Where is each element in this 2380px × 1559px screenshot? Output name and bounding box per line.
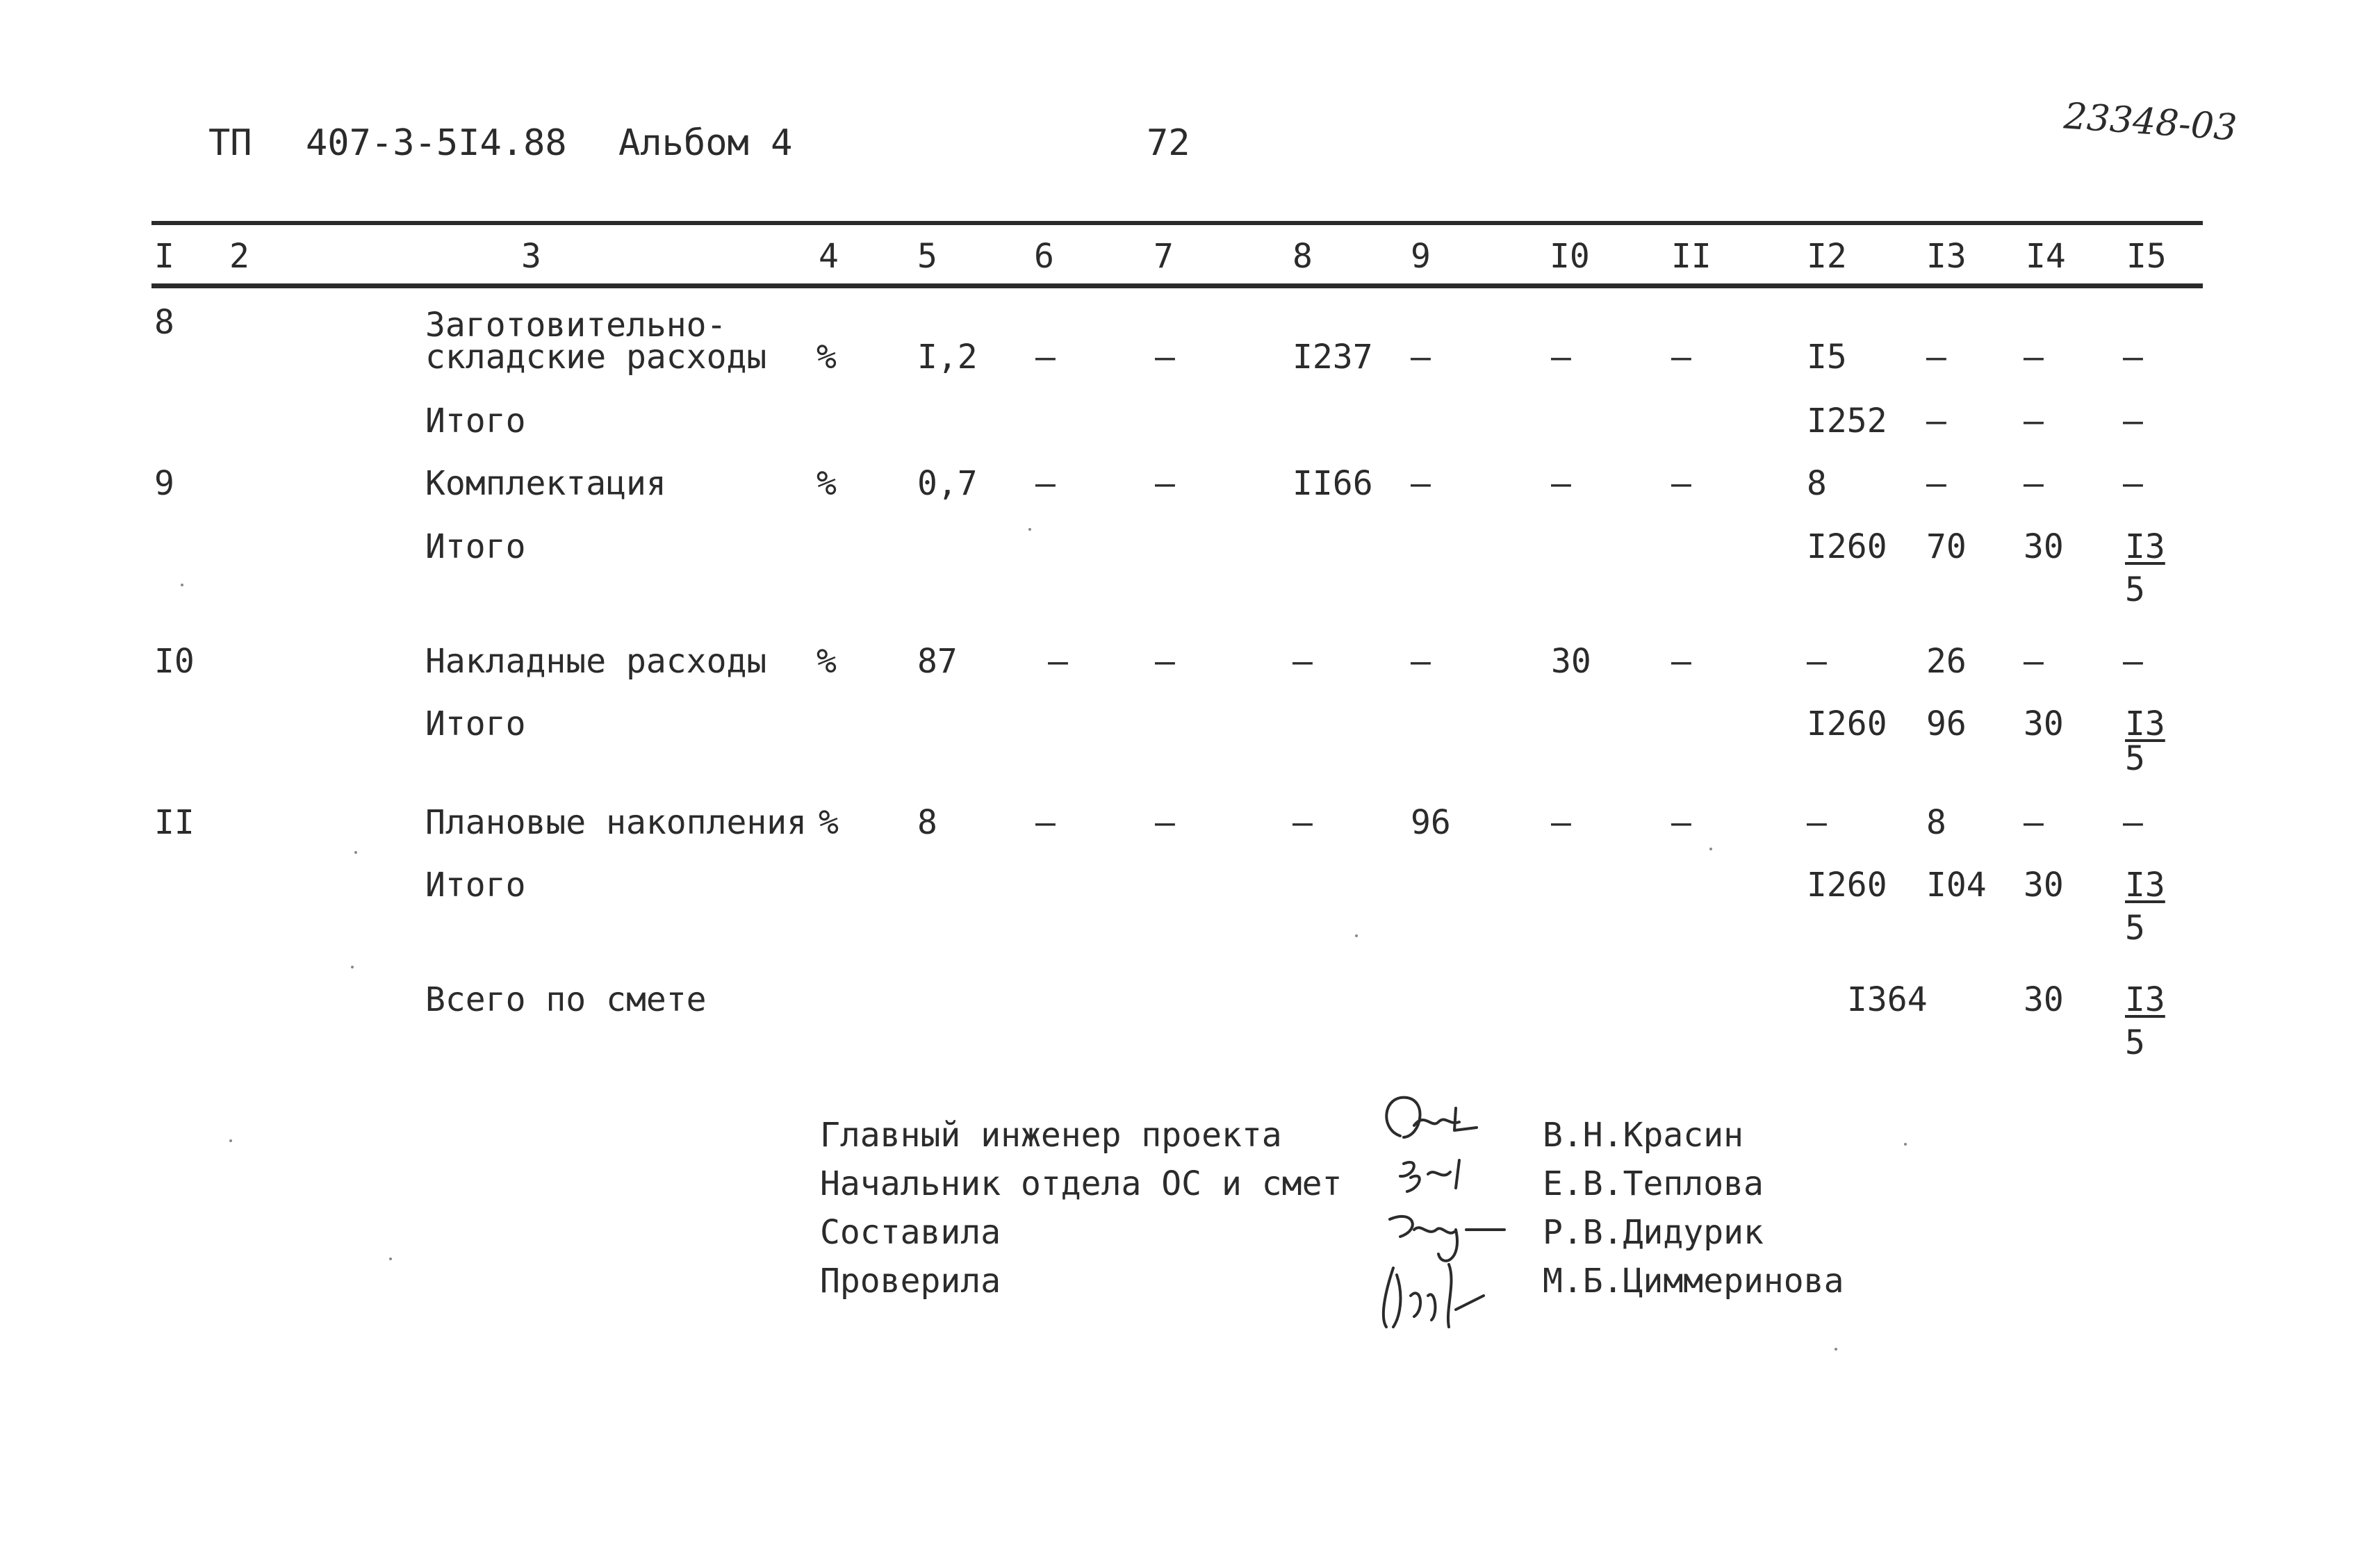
inventory-stamp: 23348-03 <box>2062 95 2238 149</box>
row-name: складские расходы <box>425 338 767 377</box>
row-name: Всего по смете <box>425 980 707 1019</box>
unit-cell: % <box>819 803 839 842</box>
fraction-numerator: I3 <box>2125 866 2165 905</box>
cell: I260 <box>1807 866 1887 905</box>
cell: I5 <box>1807 338 1847 377</box>
cell: – <box>2123 642 2143 681</box>
cell: I237 <box>1292 338 1373 377</box>
cell: – <box>2024 464 2044 503</box>
cell: – <box>2123 338 2143 377</box>
column-header: 2 <box>229 237 249 276</box>
row-number: 8 <box>154 303 174 342</box>
cell: – <box>1155 338 1175 377</box>
column-header: 6 <box>1034 237 1054 276</box>
album-label: Альбом 4 <box>618 122 793 164</box>
row-name: Комплектация <box>425 464 666 503</box>
fraction-numerator: I3 <box>2125 980 2165 1019</box>
row-name: Накладные расходы <box>425 642 767 681</box>
scan-speck <box>229 1139 232 1142</box>
signer-role: Составила <box>820 1213 1001 1252</box>
unit-cell: % <box>816 642 837 681</box>
signer-role: Начальник отдела ОС и смет <box>820 1164 1343 1203</box>
cell: – <box>1048 642 1068 681</box>
cell: 0,7 <box>917 464 978 503</box>
document-code: 407-3-5I4.88 <box>306 122 567 164</box>
cell: – <box>1671 464 1691 503</box>
cell: I364 <box>1847 980 1928 1019</box>
cell: – <box>1411 338 1431 377</box>
cell: – <box>1551 464 1571 503</box>
column-header: 9 <box>1411 237 1431 276</box>
cell: 96 <box>1926 704 1967 743</box>
cell: – <box>2024 642 2044 681</box>
signer-name: Е.В.Теплова <box>1543 1164 1764 1203</box>
cell: 8 <box>1807 464 1827 503</box>
scan-speck <box>181 584 183 586</box>
cell: – <box>1411 642 1431 681</box>
cell: – <box>1671 642 1691 681</box>
fraction-denominator: 5 <box>2125 570 2145 609</box>
row-name: Заготовительно- <box>425 306 727 345</box>
cell: – <box>1926 464 1946 503</box>
cell: I260 <box>1807 704 1887 743</box>
cell: I260 <box>1807 527 1887 566</box>
scan-speck <box>1355 934 1358 937</box>
fraction-numerator: I3 <box>2125 527 2165 566</box>
cell: – <box>1926 402 1946 440</box>
cell: – <box>1807 803 1827 842</box>
row-number: II <box>154 803 195 842</box>
cell: 30 <box>1551 642 1591 681</box>
column-header: I3 <box>1926 237 1967 276</box>
row-name: Плановые накопления <box>425 803 807 842</box>
fraction-denominator: 5 <box>2125 909 2145 948</box>
column-header: 4 <box>819 237 839 276</box>
column-header: I4 <box>2026 237 2066 276</box>
cell: – <box>1292 803 1313 842</box>
cell: – <box>2123 803 2143 842</box>
cell: 8 <box>917 803 937 842</box>
scan-speck <box>1709 848 1712 850</box>
cell: – <box>1155 803 1175 842</box>
row-name: Итого <box>425 866 526 905</box>
table-top-rule <box>151 221 2203 225</box>
cell: I,2 <box>917 338 978 377</box>
cell: – <box>1671 338 1691 377</box>
column-header: I0 <box>1550 237 1590 276</box>
column-header: 5 <box>917 237 937 276</box>
cell: – <box>1926 338 1946 377</box>
cell: 87 <box>917 642 958 681</box>
cell: 30 <box>2024 866 2064 905</box>
column-header: I <box>154 237 174 276</box>
scan-speck <box>351 966 354 968</box>
column-header: 8 <box>1292 237 1313 276</box>
fraction-denominator: 5 <box>2125 1023 2145 1062</box>
cell: 30 <box>2024 527 2064 566</box>
fraction-cell <box>2125 527 2165 609</box>
cell: – <box>1551 803 1571 842</box>
scan-speck <box>1835 1348 1837 1351</box>
scan-speck <box>389 1257 392 1260</box>
cell: – <box>1035 338 1056 377</box>
cell: II66 <box>1292 464 1373 503</box>
unit-cell: % <box>816 464 837 503</box>
column-header: 7 <box>1154 237 1174 276</box>
signer-name: В.Н.Красин <box>1543 1116 1743 1155</box>
column-header: I5 <box>2126 237 2167 276</box>
row-name: Итого <box>425 527 526 566</box>
fraction-cell <box>2125 980 2165 1062</box>
cell: – <box>1035 803 1056 842</box>
fraction-numerator: I3 <box>2125 704 2165 743</box>
cell: – <box>1292 642 1313 681</box>
column-header: I2 <box>1807 237 1847 276</box>
cell: I04 <box>1926 866 1987 905</box>
cell: 8 <box>1926 803 1946 842</box>
table-header-rule <box>151 283 2203 288</box>
column-header: II <box>1671 237 1712 276</box>
signer-name: М.Б.Циммеринова <box>1543 1262 1844 1301</box>
scan-speck <box>1028 528 1031 531</box>
scan-speck <box>354 851 357 854</box>
cell: – <box>1155 464 1175 503</box>
cell: – <box>1411 464 1431 503</box>
cell: – <box>2024 402 2044 440</box>
row-number: I0 <box>154 642 195 681</box>
signer-role: Проверила <box>820 1262 1001 1301</box>
fraction-denominator: 5 <box>2125 739 2145 778</box>
cell: – <box>1155 642 1175 681</box>
cell: – <box>1551 338 1571 377</box>
signer-role: Главный инженер проекта <box>820 1116 1282 1155</box>
column-header: 3 <box>521 237 541 276</box>
row-number: 9 <box>154 464 174 503</box>
scan-speck <box>1904 1143 1907 1146</box>
cell: – <box>2024 803 2044 842</box>
page-number: 72 <box>1147 122 1190 164</box>
handwritten-signatures <box>1372 1087 1525 1344</box>
cell: – <box>1035 464 1056 503</box>
cell: 26 <box>1926 642 1967 681</box>
cell: – <box>2123 464 2143 503</box>
cell: I252 <box>1807 402 1887 440</box>
row-name: Итого <box>425 704 526 743</box>
series-label: ТП <box>208 122 252 164</box>
cell: – <box>2024 338 2044 377</box>
unit-cell: % <box>816 338 837 377</box>
cell: 96 <box>1411 803 1451 842</box>
cell: 30 <box>2024 704 2064 743</box>
fraction-cell <box>2125 866 2165 948</box>
cell: – <box>1807 642 1827 681</box>
fraction-cell <box>2125 704 2165 778</box>
cell: 70 <box>1926 527 1967 566</box>
cell: – <box>2123 402 2143 440</box>
signer-name: Р.В.Дидурик <box>1543 1213 1764 1252</box>
row-name: Итого <box>425 402 526 440</box>
cell: 30 <box>2024 980 2064 1019</box>
cell: – <box>1671 803 1691 842</box>
